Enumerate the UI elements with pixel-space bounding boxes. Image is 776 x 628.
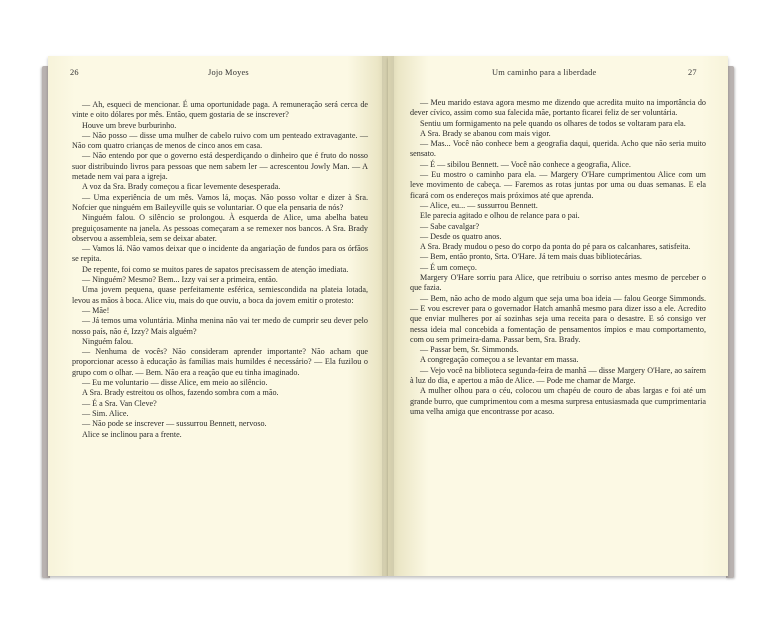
paragraph: — Não posso — disse uma mulher de cabelo ruivo com um penteado extravagante. — Não com quatro crianças de menos de cinco anos em casa. (72, 130, 368, 151)
paragraph: — Meu marido estava agora mesmo me dizendo que acredita muito na importância do dever cívico, assim como sua falecida mãe, portanto ficarei feliz de ser voluntária. (410, 98, 706, 118)
paragraph: — Ninguém? Mesmo? Bem... Izzy vai ser a primeira, então. (82, 275, 278, 285)
paragraph: Alice se inclinou para a frente. (82, 429, 182, 439)
paragraph: Ninguém falou. (82, 336, 133, 346)
right-page-text (410, 98, 706, 417)
paragraph: A Sra. Brady estreitou os olhos, fazendo sombra com a mão. (82, 388, 279, 398)
paragraph: — Bem, não acho de modo algum que seja uma boa ideia — falou George Simmonds. — E vou escrever para o governador Hatch amanhã mesmo para dizer isso a ele. Acredito que enviar mulheres por aí sozinhas seja uma receita para o desastre. E só consigo ver nessa ideia mal concebida a fomentação de pensamentos ímpios e mau comportamento, com ou sem primeira-dama. Passar bem, Sra. Brady. (410, 293, 706, 344)
paragraph: — Mas... Você não conhece bem a geografia daqui, querida. Acho que não seria muito sensato. (410, 139, 706, 159)
paragraph: — Desde os quatro anos. (420, 231, 502, 241)
paragraph: — É a Sra. Van Cleve? (82, 398, 157, 408)
paragraph: De repente, foi como se muitos pares de sapatos precisassem de atenção imediata. (82, 264, 349, 274)
paragraph: Houve um breve burburinho. (82, 120, 177, 130)
paragraph: — Alice, eu... — sussurrou Bennett. (420, 200, 538, 210)
paragraph: — Não entendo por que o governo está desperdiçando o dinheiro que é fruto do nosso suor distribuindo livros para pessoas que nem sabem ler — acrescentou Jowly Man. — A metade nem vai para a igreja. (72, 151, 368, 182)
paragraph: Sentiu um formigamento na pele quando os olhares de todos se voltaram para ela. (420, 118, 686, 128)
right-running-head: Um caminho para a liberdade (492, 68, 597, 77)
paragraph: — Mãe! (82, 305, 110, 315)
paragraph: — Não pode se inscrever — sussurrou Bennett, nervoso. (82, 419, 267, 429)
paragraph: — É um começo. (420, 262, 477, 272)
paragraph: — Nenhuma de vocês? Não consideram aprender importante? Não acham que proporcionar acesso à educação às famílias mais humildes é necessário? — Ela fuzilou o grupo com o olhar. — Bem. Não era a reação que eu tinha imaginado. (72, 347, 368, 377)
left-page-number: 26 (70, 68, 79, 77)
paragraph: — É — sibilou Bennett. — Você não conhece a geografia, Alice. (420, 159, 631, 169)
paragraph: — Sabe cavalgar? (420, 221, 480, 231)
paragraph: — Já temos uma voluntária. Minha menina não vai ter medo de cumprir seu dever pelo nosso país, não é, Izzy? Mais alguém? (72, 316, 368, 336)
paragraph: Ninguém falou. O silêncio se prolongou. À esquerda de Alice, uma abelha bateu preguiçosamente na janela. As pessoas começaram a se remexer nos bancos. A Sra. Brady observou a assembleia, sem se deixar abater. (72, 213, 368, 243)
paragraph: — Ah, esqueci de mencionar. É uma oportunidade paga. A remuneração será cerca de vinte e oito dólares por mês. Então, quem gostaria de se inscrever? (72, 100, 368, 120)
left-page (48, 56, 388, 576)
paragraph: — Sim. Alice. (82, 408, 129, 418)
paragraph: — Vamos lá. Não vamos deixar que o incidente da angariação de fundos para os órfãos se repita. (72, 244, 368, 264)
book-spine (382, 56, 394, 576)
open-book (42, 52, 734, 580)
paragraph: — Bem, então pronto, Srta. O'Hare. Já tem mais duas bibliotecárias. (420, 252, 642, 262)
left-page-text (72, 100, 368, 440)
paragraph: A Sra. Brady mudou o peso do corpo da ponta do pé para os calcanhares, satisfeita. (420, 242, 691, 252)
paragraph: — Eu me voluntario — disse Alice, em meio ao silêncio. (82, 378, 268, 388)
paragraph: A mulher olhou para o céu, colocou um chapéu de couro de abas largas e foi até um grande burro, que cumprimentou com a mesma surpresa entusiasmada que cumprimentaria uma velha amiga que encontrasse por acaso. (410, 386, 706, 416)
paragraph: Uma jovem pequena, quase perfeitamente esférica, semiescondida na plateia lotada, levou as mãos à boca. Alice viu, mais do que ouviu, a boca da jovem emitir o protesto: (72, 285, 368, 305)
paragraph: A voz da Sra. Brady começou a ficar levemente desesperada. (82, 182, 281, 192)
paragraph: Margery O'Hare sorriu para Alice, que retribuiu o sorriso antes mesmo de perceber o que fazia. (410, 273, 706, 293)
right-page-number: 27 (688, 68, 697, 77)
paragraph: — Eu mostro o caminho para ela. — Margery O'Hare cumprimentou Alice com um leve movimento de cabeça. — Faremos as rotas juntas por uma ou duas semanas. E ela ficará com os endereços mais próximos até que aprenda. (410, 170, 706, 200)
paragraph: — Uma experiência de um mês. Vamos lá, moças. Não posso voltar e dizer à Sra. Nofcier que ninguém em Baileyville quis se voluntariar. O que ela pensaria de nós? (72, 192, 368, 212)
right-page (388, 56, 728, 576)
paragraph: Ele parecia agitado e olhou de relance para o pai. (420, 211, 580, 221)
paragraph: A congregação começou a se levantar em massa. (420, 355, 579, 365)
left-running-head: Jojo Moyes (208, 68, 249, 77)
paragraph: A Sra. Brady se abanou com mais vigor. (420, 128, 551, 138)
paragraph: — Vejo você na biblioteca segunda-feira de manhã — disse Margery O'Hare, ao saírem à luz do dia, e apertou a mão de Alice. — Pode me chamar de Marge. (410, 365, 706, 386)
paragraph: — Passar bem, Sr. Simmonds. (420, 345, 519, 355)
